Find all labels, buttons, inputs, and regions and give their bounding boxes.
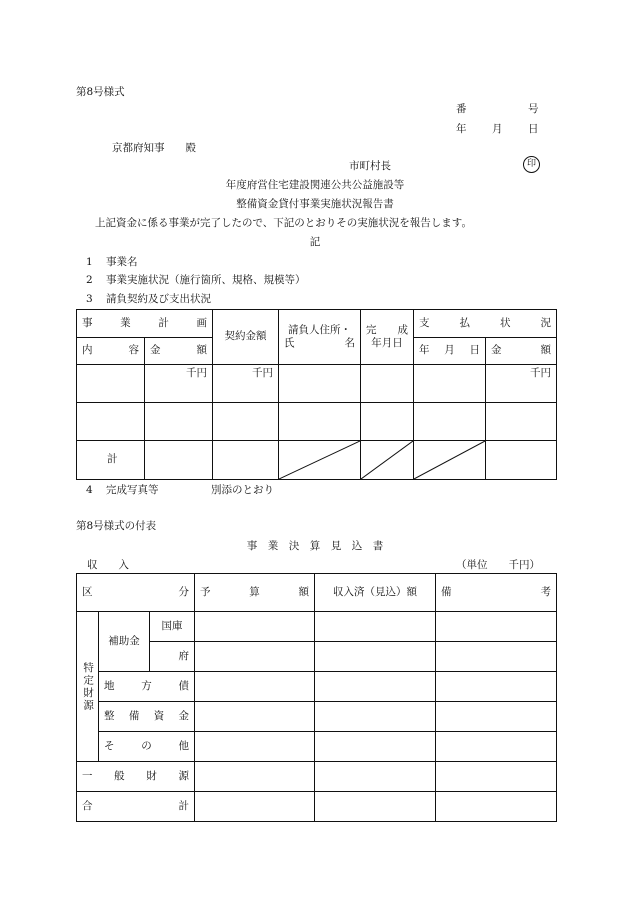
cell (486, 403, 557, 441)
cell (195, 792, 315, 822)
cell (315, 762, 436, 792)
table2-row-other (77, 732, 557, 762)
table2-row-total (77, 792, 557, 822)
table2-row-local-bond (77, 672, 557, 702)
payment-date-header: 年 月 日 (414, 338, 486, 365)
sender: 市町村長 (349, 160, 391, 172)
unit-cell: 千円 (213, 365, 279, 403)
table2-row-general-funds (77, 762, 557, 792)
ki-label: 記 (309, 236, 321, 248)
cell (315, 642, 436, 672)
item-4-text: 完成写真等 (106, 484, 159, 496)
cell (195, 642, 315, 672)
table1-total-row (77, 441, 557, 480)
cell (315, 732, 436, 762)
cell (436, 792, 557, 822)
cell (145, 403, 213, 441)
cell (195, 612, 315, 642)
special-funds-label: 特定財源 (77, 612, 99, 762)
cell (361, 403, 414, 441)
cell (315, 672, 436, 702)
number-label: 番 (456, 103, 467, 115)
day-label: 日 (528, 123, 539, 135)
unit-label: （単位 千円） (456, 559, 540, 571)
fu-label: 府 (150, 642, 195, 672)
form-number: 第8号様式 (76, 86, 125, 98)
cell (195, 672, 315, 702)
cell (213, 403, 279, 441)
number-suffix: 号 (528, 103, 539, 115)
item-4-value: 別添のとおり (211, 484, 274, 496)
contractor-header: 請負人住所・ 氏 名 (279, 310, 361, 365)
kokko-label: 国庫 (150, 612, 195, 642)
table2-row-kokko (77, 612, 557, 642)
month-label: 月 (492, 123, 503, 135)
cell (77, 365, 145, 403)
unit-cell: 千円 (145, 365, 213, 403)
amount-header: 金 額 (145, 338, 213, 365)
payment-status-header: 支 払 状 況 (414, 310, 557, 338)
table1-row-1 (77, 365, 557, 403)
received-header: 収入済（見込）額 (315, 574, 436, 612)
year-label: 年 (456, 123, 467, 135)
table1-header-row-1 (77, 310, 557, 338)
cell (414, 403, 486, 441)
item-3-text: 請負契約及び支出状況 (106, 293, 211, 305)
cell (436, 642, 557, 672)
diagonal-cell (414, 441, 486, 480)
total-label: 合 計 (77, 792, 195, 822)
settlement-title: 事 業 決 算 見 込 書 (246, 540, 384, 552)
table1-row-2 (77, 403, 557, 441)
settlement-table (76, 573, 557, 822)
income-label: 収 入 (87, 559, 129, 571)
item-1-number: 1 (86, 256, 93, 268)
local-bond-label: 地 方 債 (99, 672, 195, 702)
table2-header-row (77, 574, 557, 612)
category-header: 区 分 (77, 574, 195, 612)
payment-amount-header: 金 額 (486, 338, 557, 365)
cell (195, 732, 315, 762)
item-2-text: 事業実施状況（施行箇所、規格、規模等） (106, 274, 306, 286)
item-4-number: 4 (86, 484, 93, 496)
item-3-number: 3 (86, 293, 93, 305)
cell (279, 403, 361, 441)
other-label: そ の 他 (99, 732, 195, 762)
title-line-2: 整備資金貸付事業実施状況報告書 (236, 198, 394, 210)
contract-payment-table (76, 309, 557, 480)
cell (414, 365, 486, 403)
cell (315, 612, 436, 642)
body-text: 上記資金に係る事業が完了したので、下記のとおりその実施状況を報告します。 (95, 217, 472, 229)
cell (195, 702, 315, 732)
cell (77, 403, 145, 441)
cell (436, 762, 557, 792)
total-label: 計 (77, 441, 145, 480)
cell (486, 441, 557, 480)
cell (279, 365, 361, 403)
cell (195, 762, 315, 792)
general-funds-label: 一 般 財 源 (77, 762, 195, 792)
table2-row-maintenance-fund (77, 702, 557, 732)
content-header: 内 容 (77, 338, 145, 365)
cell (315, 792, 436, 822)
subsidy-label: 補助金 (99, 612, 150, 672)
title-line-1: 年度府営住宅建設関連公共公益施設等 (225, 179, 405, 191)
diagonal-cell (279, 441, 361, 480)
addressee: 京都府知事 殿 (112, 142, 196, 154)
remarks-header: 備 考 (436, 574, 557, 612)
appendix-label: 第8号様式の付表 (76, 520, 157, 532)
cell (361, 365, 414, 403)
cell (436, 732, 557, 762)
diagonal-cell (361, 441, 414, 480)
seal-mark: 印 (523, 156, 540, 173)
budget-header: 予 算 額 (195, 574, 315, 612)
cell (436, 612, 557, 642)
maintenance-fund-label: 整 備 資 金 (99, 702, 195, 732)
cell (436, 702, 557, 732)
completion-date-header: 完 成 年月日 (361, 310, 414, 365)
cell (213, 441, 279, 480)
item-2-number: 2 (86, 274, 93, 286)
contract-amount-header: 契約金額 (213, 310, 279, 365)
plan-header: 事 業 計 画 (77, 310, 213, 338)
item-1-text: 事業名 (106, 256, 138, 268)
unit-cell: 千円 (486, 365, 557, 403)
cell (436, 672, 557, 702)
cell (315, 702, 436, 732)
cell (145, 441, 213, 480)
